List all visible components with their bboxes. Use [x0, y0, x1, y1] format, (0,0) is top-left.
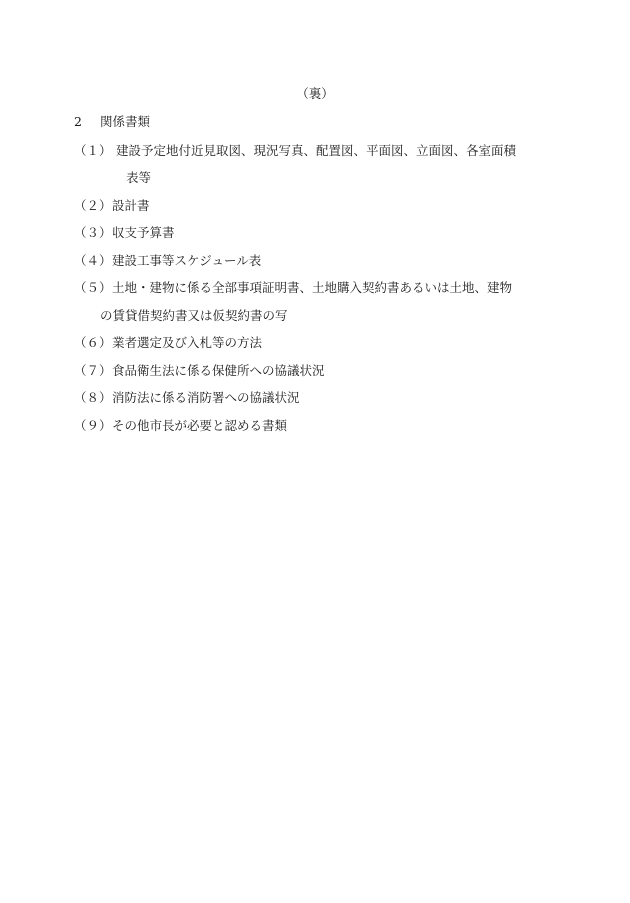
- item-label: （１）: [74, 143, 112, 158]
- list-item: [74, 361, 325, 379]
- item-text: 収支予算書: [112, 225, 175, 240]
- item-label: （９）: [74, 418, 112, 433]
- item-text: 食品衛生法に係る保健所への協議状況: [112, 363, 325, 378]
- item-label: （８）: [74, 390, 112, 405]
- item-label: （３）: [74, 225, 112, 240]
- item-label: （４）: [74, 253, 112, 268]
- section-heading: [74, 112, 150, 130]
- item-label: （６）: [74, 335, 112, 350]
- list-item: [74, 223, 175, 241]
- section-title: 関係書類: [100, 114, 151, 129]
- list-item: [74, 388, 300, 406]
- item-continuation: 表等: [126, 170, 152, 185]
- item-text: 土地・建物に係る全部事項証明書、土地購入契約書あるいは土地、建物: [112, 280, 513, 295]
- item-label: （２）: [74, 198, 112, 213]
- list-item: [74, 333, 262, 351]
- list-item: [74, 141, 516, 159]
- list-item: [74, 416, 287, 434]
- page-side-label: （裏）: [296, 86, 334, 101]
- list-item: [74, 278, 512, 296]
- item-label: （７）: [74, 363, 112, 378]
- item-text: 建設予定地付近見取図、現況写真、配置図、平面図、立面図、各室面積: [116, 143, 517, 158]
- item-text: 設計書: [112, 198, 150, 213]
- item-text: 業者選定及び入札等の方法: [112, 335, 263, 350]
- item-label: （５）: [74, 280, 112, 295]
- item-text: 建設工事等スケジュール表: [112, 253, 262, 268]
- item-continuation: の賃貸借契約書又は仮契約書の写: [100, 308, 288, 323]
- list-item: [74, 251, 261, 269]
- section-number: 2: [74, 114, 82, 129]
- list-item: [74, 196, 150, 214]
- item-text: 消防法に係る消防署への協議状況: [112, 390, 300, 405]
- item-text: その他市長が必要と認める書類: [112, 418, 288, 433]
